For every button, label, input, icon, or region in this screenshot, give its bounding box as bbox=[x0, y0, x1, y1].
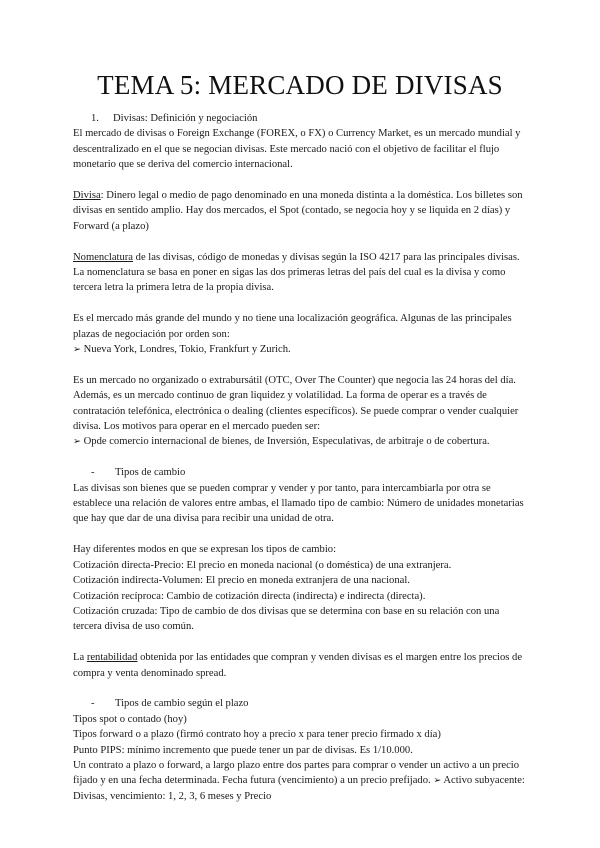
bullet-text: Opde comercio internacional de bienes, de Inversión, Especulativas, de arbitraje o de cobertura. bbox=[83, 436, 490, 448]
paragraph-tipos: Las divisas son bienes que se pueden comprar y vender y por tanto, para intercambiarla por otra se establece una relación de valores entre ambas, el llamado tipo de cambio: Número de unidades monetarias que hay que dar de una divisa para recibir una unidad de otra. bbox=[73, 482, 524, 525]
section-heading-divisas bbox=[73, 111, 528, 126]
page-title: TEMA 5: MERCADO DE DIVISAS bbox=[97, 70, 503, 100]
paragraph-divisa bbox=[73, 188, 528, 234]
section-heading-text: Tipos de cambio según el plazo bbox=[115, 698, 249, 710]
arrow-bullet-icon: ➢ bbox=[433, 775, 442, 787]
paragraph-rentabilidad: La rentabilidad obtenida por las entidades que compran y venden divisas es el margen entre los precios de compra y venta denominado spread. bbox=[73, 652, 523, 679]
paragraph-intro: El mercado de divisas o Foreign Exchange (FOREX, o FX) o Currency Market, es un mercado mundial y descentralizado en el que se negocian divisas. Este mercado nació con el objetivo de facilitar el flujo monetario que se deriva del comercio internacional. bbox=[73, 128, 521, 171]
bullet-plazas bbox=[73, 342, 528, 357]
arrow-bullet-icon: ➢ bbox=[73, 344, 81, 356]
arrow-bullet-icon: ➢ bbox=[73, 436, 81, 448]
dash-marker: - bbox=[91, 467, 95, 479]
bullet-text: Nueva York, Londres, Tokio, Frankfurt y Zurich. bbox=[83, 344, 291, 356]
section-heading-text: Divisas: Definición y negociación bbox=[113, 113, 258, 124]
definition-rentabilidad: obtenida por las entidades que compran y venden divisas es el margen entre los precios de compra y venta denominado spread. bbox=[73, 652, 523, 679]
section-heading-tipos bbox=[73, 465, 528, 480]
line-pips: Punto PIPS: mínimo incremento que puede tener un par de divisas. Es 1/10.000. bbox=[73, 744, 413, 756]
paragraph-contrato: Un contrato a plazo o forward, a largo plazo entre dos partes para comprar o vender un activo a un precio fijado y en una fecha determinada. Fecha futura (vencimiento) a un precio prefijado. ➢ Activo subyacente: Divisas, vencimiento: 1, 2, 3, 6 meses y Precio bbox=[73, 759, 525, 802]
line-cotizacion-reciproca: Cotización recíproca: Cambio de cotización directa (indirecta) e indirecta (directa). bbox=[73, 590, 426, 602]
definition-divisa: : Dinero legal o medio de pago denominado en una moneda distinta a la doméstica. Los billetes son divisas en sentido amplio. Hay dos mercados, el Spot (contado, se negocia hoy y se liquida en 2 días) y Forward (a plazo) bbox=[73, 190, 523, 232]
section-number: 1. bbox=[91, 113, 99, 124]
term-rentabilidad: rentabilidad bbox=[86, 652, 138, 664]
document-body bbox=[73, 111, 528, 804]
section-heading-text: Tipos de cambio bbox=[115, 467, 186, 479]
section-heading-plazo bbox=[73, 696, 528, 711]
paragraph-nomenclatura bbox=[73, 250, 528, 296]
definition-nomenclatura: de las divisas, código de monedas y divisas según la ISO 4217 para las principales divisas. La nomenclatura se basa en poner en sigas las dos primeras letras del país del cual es la divisa y como tercera letra la primera letra de la propia divisa. bbox=[73, 251, 520, 294]
bullet-motivos bbox=[73, 434, 528, 449]
paragraph-mercado-grande: Es el mercado más grande del mundo y no tiene una localización geográfica. Algunas de las principales plazas de negociación por orden son: bbox=[73, 313, 512, 340]
line-forward: Tipos forward o a plazo (firmó contrato hoy a precio x para tener precio firmado x día) bbox=[73, 729, 441, 741]
line-spot: Tipos spot o contado (hoy) bbox=[73, 713, 187, 725]
paragraph-modos: Hay diferentes modos en que se expresan los tipos de cambio: bbox=[73, 544, 337, 556]
line-cotizacion-indirecta: Cotización indirecta-Volumen: El precio en moneda extranjera de una nacional. bbox=[73, 575, 410, 587]
line-cotizacion-directa: Cotización directa-Precio: El precio en moneda nacional (o doméstica) de una extranjera. bbox=[73, 559, 452, 571]
paragraph-otc: Es un mercado no organizado o extrabursátil (OTC, Over The Counter) que negocia las 24 horas del día. Además, es un mercado continuo de gran liquidez y volatilidad. La forma de operar es a través de contratación telefónica, electrónica o dealing (clientes específicos). Se puede comprar o vender cualquier divisa. Los motivos para operar en el mercado pueden ser: bbox=[73, 374, 519, 433]
term-nomenclatura: Nomenclatura bbox=[73, 251, 134, 263]
term-divisa: Divisa bbox=[73, 190, 101, 202]
dash-marker: - bbox=[91, 698, 95, 710]
line-cotizacion-cruzada: Cotización cruzada: Tipo de cambio de dos divisas que se determina con base en su relación con una tercera divisa de uso común. bbox=[73, 605, 500, 633]
